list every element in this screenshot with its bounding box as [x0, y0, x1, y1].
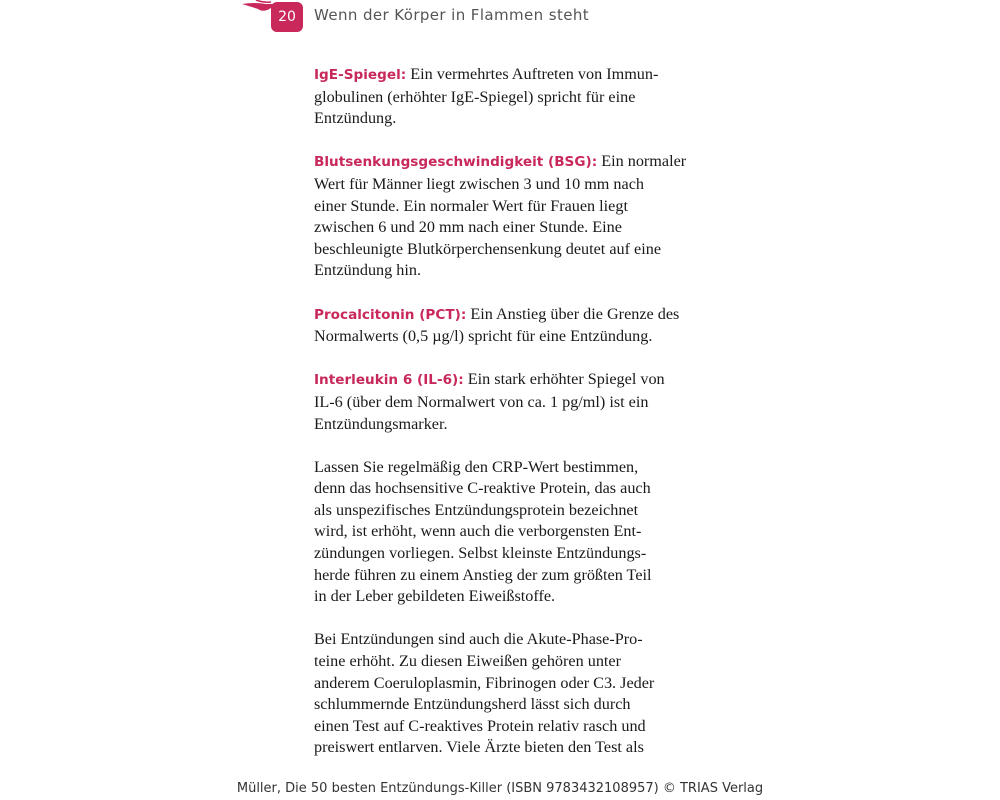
text-line [314, 369, 724, 392]
text-line: Lassen Sie regelmäßig den CRP-Wert bestimmen, [314, 457, 639, 476]
copyright-footer: Müller, Die 50 besten Entzündungs-Killer (ISBN 9783432108957) © TRIAS Verlag [236, 781, 764, 796]
text-line: Entzündungsmarker. [314, 414, 448, 433]
text-line: preiswert entlarven. Viele Ärzte bieten den Test als [314, 738, 644, 757]
text-line: Bei Entzündungen sind auch die Akute-Phase-Pro- [314, 630, 643, 649]
line-text: Ein stark erhöhter Spiegel von [463, 370, 665, 389]
paragraph-crp [314, 457, 724, 608]
text-line: Normalwerts (0,5 µg/l) spricht für eine Entzündung. [314, 327, 653, 346]
term-label: Blutsenkungsgeschwindigkeit (BSG): [314, 154, 598, 171]
paragraph-ige [314, 64, 724, 130]
running-title: Wenn der Körper in Flammen steht [314, 6, 590, 24]
text-line: herde führen zu einem Anstieg der zum größten Teil [314, 565, 652, 584]
paragraph-bsg [314, 151, 724, 282]
text-line: wird, ist erhöht, wenn auch die verborgensten Ent- [314, 522, 642, 541]
text-line: teine erhöht. Zu diesen Eiweißen gehören unter [314, 652, 622, 671]
text-line: denn das hochsensitive C-reaktive Protein, das auch [314, 479, 651, 498]
line-text: Ein vermehrtes Auftreten von Immun- [406, 65, 659, 83]
text-line: schlummernde Entzündungsherd lässt sich durch [314, 695, 631, 714]
text-line [314, 64, 724, 87]
text-line: einen Test auf C-reaktives Protein relativ rasch und [314, 716, 646, 735]
text-line: zündungen vorliegen. Selbst kleinste Entzündungs- [314, 544, 647, 563]
term-label: IgE-Spiegel: [314, 67, 407, 83]
term-label: Procalcitonin (PCT): [314, 306, 467, 323]
text-line: Entzündung. [314, 109, 397, 128]
paragraph-il6 [314, 369, 724, 435]
page-body [314, 64, 724, 781]
text-line [314, 304, 724, 327]
text-line: anderem Coeruloplasmin, Fibrinogen oder C3. Jeder [314, 673, 655, 692]
text-line: Entzündung hin. [314, 261, 422, 280]
text-line: als unspezifisches Entzündungsprotein bezeichnet [314, 500, 639, 519]
paragraph-akute-phase [314, 629, 724, 759]
text-line: zwischen 6 und 20 mm nach einer Stunde. Eine [314, 218, 622, 237]
text-line: einer Stunde. Ein normaler Wert für Frauen liegt [314, 196, 628, 215]
text-line: in der Leber gebildeten Eiweißstoffe. [314, 587, 556, 606]
line-text: Ein normaler [597, 152, 687, 171]
text-line: beschleunigte Blutkörperchensenkung deutet auf eine [314, 239, 662, 258]
paragraph-pct [314, 304, 724, 348]
text-line: globulinen (erhöhter IgE-Spiegel) spricht für eine [314, 87, 636, 106]
line-text: Ein Anstieg über die Grenze des [466, 304, 680, 323]
text-line: IL-6 (über dem Normalwert von ca. 1 pg/ml) ist ein [314, 392, 649, 411]
term-label: Interleukin 6 (IL-6): [314, 372, 464, 389]
page-number-badge: 20 [271, 2, 303, 32]
text-line: Wert für Männer liegt zwischen 3 und 10 mm nach [314, 174, 644, 193]
text-line [314, 151, 724, 174]
